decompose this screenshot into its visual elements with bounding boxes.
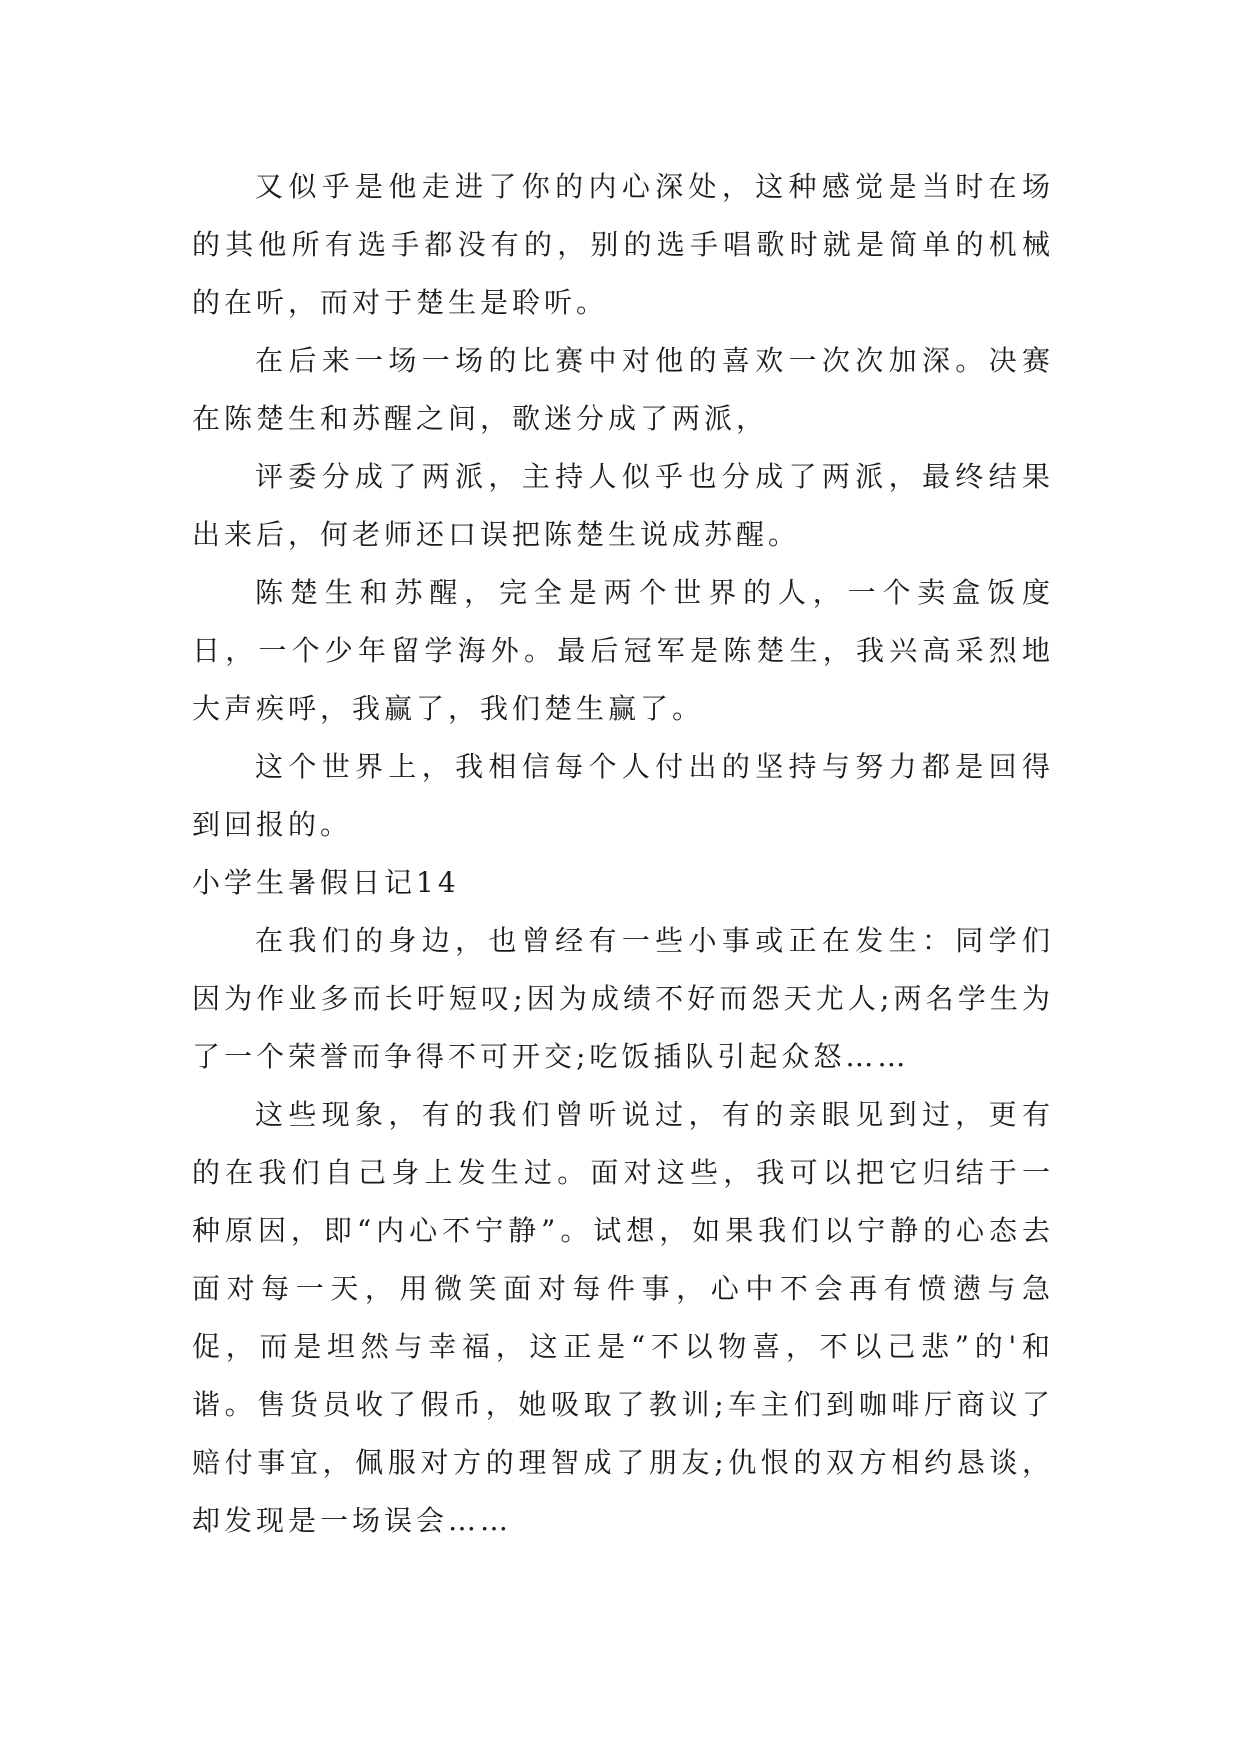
document-body bbox=[192, 158, 1054, 1550]
paragraph: 评委分成了两派，主持人似乎也分成了两派，最终结果出来后，何老师还口误把陈楚生说成苏醒。 bbox=[192, 460, 1054, 551]
paragraph: 又似乎是他走进了你的内心深处，这种感觉是当时在场的其他所有选手都没有的，别的选手唱歌时就是简单的机械的在听，而对于楚生是聆听。 bbox=[192, 170, 1054, 319]
section-heading: 小学生暑假日记14 bbox=[192, 866, 460, 899]
paragraph: 这个世界上，我相信每个人付出的坚持与努力都是回得到回报的。 bbox=[192, 750, 1054, 841]
paragraph: 在我们的身边，也曾经有一些小事或正在发生：同学们因为作业多而长吁短叹;因为成绩不好而怨天尤人;两名学生为了一个荣誉而争得不可开交;吃饭插队引起众怒…… bbox=[192, 924, 1054, 1073]
paragraph: 在后来一场一场的比赛中对他的喜欢一次次加深。决赛在陈楚生和苏醒之间，歌迷分成了两派， bbox=[192, 344, 1054, 435]
paragraph: 陈楚生和苏醒，完全是两个世界的人，一个卖盒饭度日，一个少年留学海外。最后冠军是陈楚生，我兴高采烈地大声疾呼，我赢了，我们楚生赢了。 bbox=[192, 576, 1054, 725]
paragraph: 这些现象，有的我们曾听说过，有的亲眼见到过，更有的在我们自己身上发生过。面对这些，我可以把它归结于一种原因，即“内心不宁静”。试想，如果我们以宁静的心态去面对每一天，用微笑面对每件事，心中不会再有愤懑与急促，而是坦然与幸福，这正是“不以物喜，不以己悲”的'和谐。售货员收了假币，她吸取了教训;车主们到咖啡厅商议了赔付事宜，佩服对方的理智成了朋友;仇恨的双方相约恳谈，却发现是一场误会…… bbox=[192, 1098, 1054, 1537]
